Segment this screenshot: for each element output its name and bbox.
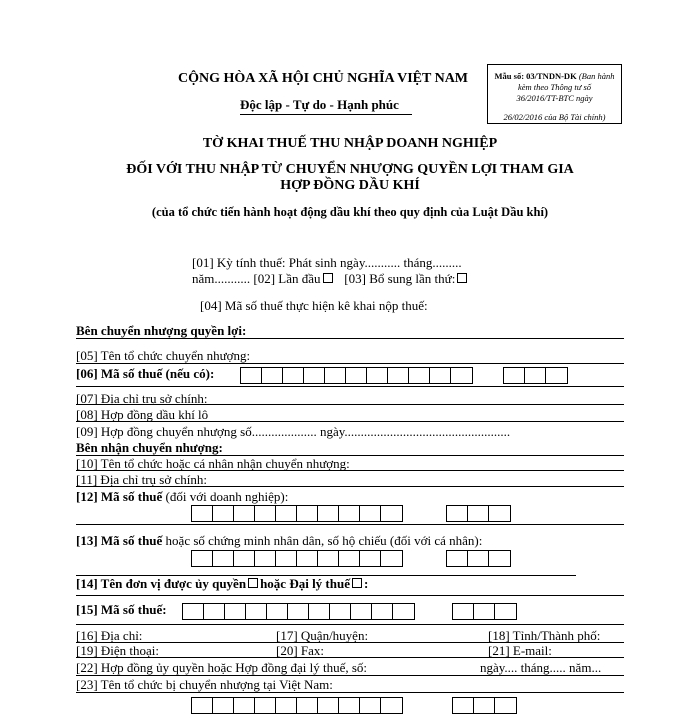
field-22-date: ngày.... tháng..... năm... (480, 660, 602, 675)
field-21: [21] E-mail: (488, 643, 552, 658)
tax-agent-checkbox[interactable] (352, 578, 362, 588)
field-19: [19] Điện thoại: (76, 643, 160, 658)
field-16: [16] Địa chỉ: (76, 628, 143, 643)
divider (76, 657, 624, 658)
divider (76, 524, 624, 525)
form-title: TỜ KHAI THUẾ THU NHẬP DOANH NGHIỆP (202, 136, 498, 151)
taxcode-suffix-boxes-12[interactable] (446, 505, 511, 522)
taxcode-suffix-boxes-06[interactable] (503, 367, 568, 384)
taxcode-declare-line: [04] Mã số thuế thực hiện kê khai nộp thuế: (200, 298, 428, 313)
tax-period-line: [01] Kỳ tính thuế: Phát sinh ngày........... tháng......... (192, 255, 462, 270)
supplement-checkbox[interactable] (457, 273, 467, 283)
divider (76, 421, 624, 422)
taxcode-boxes-06[interactable] (240, 367, 473, 384)
field-07: [07] Địa chỉ trụ sở chính: (76, 391, 208, 406)
field-22: [22] Hợp đồng ủy quyền hoặc Hợp đồng đại lý thuế, số: (76, 660, 368, 675)
form-code-note-3: 26/02/2016 của Bộ Tài chính) (503, 112, 606, 122)
field-12-label: [12] Mã số thuế (76, 489, 163, 504)
taxcode-suffix-boxes-13[interactable] (446, 550, 511, 567)
motto-underline (240, 114, 412, 115)
field-17: [17] Quận/huyện: (276, 628, 369, 643)
divider (76, 486, 624, 487)
taxcode-suffix-boxes-15[interactable] (452, 603, 517, 620)
divider (76, 338, 624, 339)
taxcode-boxes-15[interactable] (182, 603, 415, 620)
divider (76, 595, 624, 596)
first-time-checkbox[interactable] (323, 273, 333, 283)
form-code-note-2: 36/2016/TT-BTC ngày (516, 93, 593, 103)
form-title-3: HỢP ĐỒNG DẦU KHÍ (280, 178, 420, 193)
field-13 (76, 533, 482, 549)
divider (76, 624, 624, 625)
field-12-note: (đối với doanh nghiệp): (165, 489, 289, 504)
field-13-label: [13] Mã số thuế (76, 533, 163, 548)
field-09: [09] Hợp đồng chuyển nhượng số.................... ngày................................................... (76, 424, 511, 439)
field-11: [11] Địa chỉ trụ sở chính: (76, 472, 207, 487)
divider (76, 363, 624, 364)
transferor-heading: Bên chuyển nhượng quyền lợi: (76, 323, 247, 338)
field-14-label: [14] Tên đơn vị được ủy quyền (76, 576, 247, 591)
form-code: Mẫu số: 03/TNDN-DK (494, 71, 577, 81)
field-13-note: hoặc số chứng minh nhân dân, số hộ chiếu (đối với cá nhân): (165, 533, 483, 548)
transferee-heading: Bên nhận chuyển nhượng: (76, 440, 223, 455)
field-15: [15] Mã số thuế: (76, 602, 167, 617)
country-name: CỘNG HÒA XÃ HỘI CHỦ NGHĨA VIỆT NAM (178, 71, 469, 86)
field-14-agent: hoặc Đại lý thuế (260, 576, 350, 591)
first-time-label: năm........... [02] Lần đầu (192, 271, 321, 286)
taxcode-boxes-13[interactable] (191, 550, 403, 567)
field-05: [05] Tên tổ chức chuyển nhượng: (76, 348, 251, 363)
field-08: [08] Hợp đồng dầu khí lô (76, 407, 209, 422)
authorized-unit-checkbox[interactable] (248, 578, 258, 588)
field-10: [10] Tên tổ chức hoặc cá nhân nhận chuyển nhượng: (76, 456, 350, 471)
form-code-box (487, 64, 622, 124)
field-20: [20] Fax: (276, 643, 325, 658)
field-14 (76, 576, 368, 592)
field-06: [06] Mã số thuế (nếu có): (76, 366, 215, 381)
divider (76, 470, 624, 471)
divider (76, 692, 624, 693)
form-code-note-1: (Ban hành kèm theo Thông tư số (517, 71, 615, 92)
field-18: [18] Tỉnh/Thành phố: (488, 628, 601, 643)
form-subtitle: (của tổ chức tiến hành hoạt động dầu khí theo quy định của Luật Dầu khí) (151, 205, 549, 219)
divider (76, 675, 624, 676)
field-12 (76, 489, 288, 505)
divider (76, 386, 624, 387)
divider (76, 404, 624, 405)
first-time-line (192, 271, 469, 287)
field-14-colon: : (363, 576, 369, 591)
field-23: [23] Tên tổ chức bị chuyển nhượng tại Việt Nam: (76, 677, 333, 692)
taxcode-boxes-12[interactable] (191, 505, 403, 522)
motto: Độc lập - Tự do - Hạnh phúc (240, 97, 399, 112)
supplement-label: [03] Bổ sung lần thứ: (344, 271, 456, 286)
form-title-2: ĐỐI VỚI THU NHẬP TỪ CHUYỂN NHƯỢNG QUYỀN LỢI THAM GIA (126, 162, 574, 177)
